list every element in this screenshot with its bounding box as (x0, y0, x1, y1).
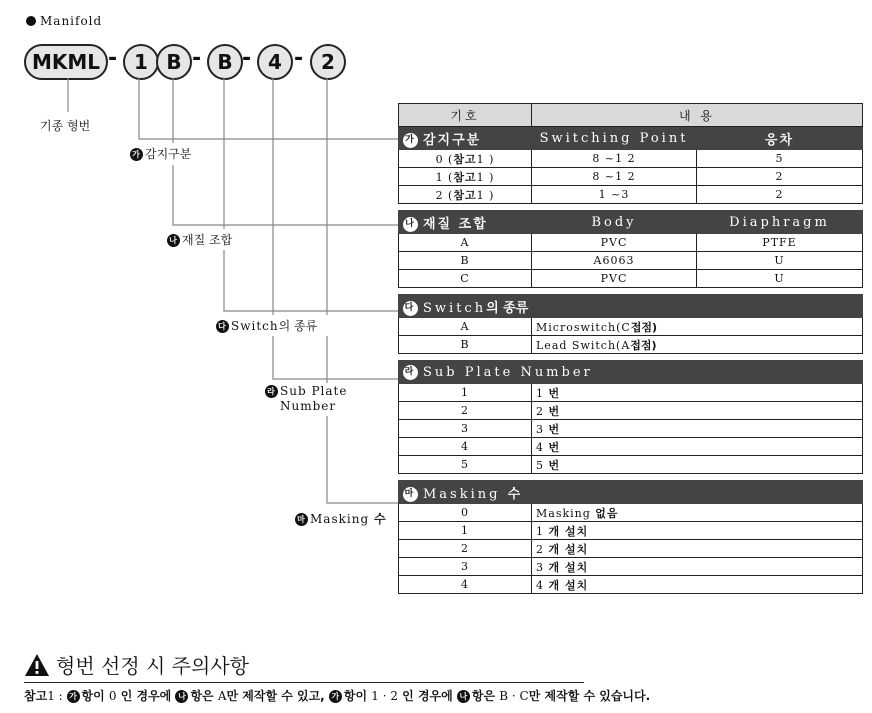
masking-label (295, 510, 386, 527)
subplate-desc (532, 384, 863, 402)
sensing-label (130, 145, 191, 162)
switching-point-value: 8 ~1 2 (532, 150, 697, 168)
table-row (399, 234, 863, 252)
section-subplate-title-text: Sub Plate Number (423, 364, 593, 380)
diaphragm-value: PTFE (697, 234, 863, 252)
note-ref-num: 1 : (47, 689, 63, 703)
sensing-code (399, 168, 532, 186)
masking-desc-a: Masking (536, 506, 591, 520)
code-part: 1 ) (476, 188, 495, 202)
table-row (399, 504, 863, 522)
col-diaphragm: Diaphragm (697, 211, 863, 234)
section-subplate-header (399, 361, 863, 384)
subplate-desc-a: 1 (536, 386, 544, 400)
sensing-code (399, 150, 532, 168)
model-code-series-text: MKML (31, 50, 101, 74)
masking-code: 0 (399, 504, 532, 522)
connector-switch (224, 78, 398, 311)
code-part: 1 ) (476, 170, 495, 184)
note-text: 인 경우에 (398, 689, 457, 703)
code-part: 1 ( (435, 170, 454, 184)
masking-desc-a: 2 (536, 542, 544, 556)
subplate-desc (532, 420, 863, 438)
masking-desc-b: 개 설치 (548, 560, 589, 574)
sensing-code (399, 186, 532, 204)
badge-ga-icon: 가 (403, 133, 418, 148)
section-masking-title (399, 481, 863, 504)
masking-code: 2 (399, 540, 532, 558)
code-part: 0 ( (435, 152, 454, 166)
badge-da-icon: 다 (403, 301, 418, 316)
material-code: A (399, 234, 532, 252)
code-part-ref: 참고 (453, 152, 477, 166)
masking-desc-b: 개 설치 (548, 542, 589, 556)
subplate-label-line1: Sub Plate (280, 384, 348, 398)
diaphragm-value: U (697, 252, 863, 270)
section-masking-title-b: 수 (507, 486, 524, 502)
body-value: PVC (532, 270, 697, 288)
section-material-title-text: 재질 조합 (423, 216, 488, 232)
badge-ra-icon: 라 (403, 365, 418, 380)
subplate-desc (532, 438, 863, 456)
table-row (399, 384, 863, 402)
hysteresis-value: 2 (697, 168, 863, 186)
masking-desc-a: 1 (536, 524, 544, 538)
subplate-desc-b: 번 (548, 440, 561, 454)
badge-ma-icon: 마 (295, 513, 308, 526)
model-code-switch-text: B (217, 50, 233, 74)
masking-desc (532, 558, 863, 576)
section-switch-title-b: 의 종류 (486, 300, 529, 316)
subplate-label (265, 384, 347, 414)
masking-label-text-a: Masking (310, 512, 370, 526)
switch-desc-b: 접점) (630, 320, 658, 334)
model-type-label: 기종 형번 (40, 119, 91, 133)
subplate-desc (532, 402, 863, 420)
code-part-ref: 참고 (453, 188, 477, 202)
material-label (167, 231, 232, 248)
switch-label-text-b: 의 종류 (278, 319, 318, 333)
col-switching-point: Switching Point (532, 127, 697, 150)
switch-label-text-a: Switch (231, 319, 279, 333)
model-code-masking-text: 2 (321, 50, 335, 74)
masking-code: 3 (399, 558, 532, 576)
code-part-ref: 참고 (453, 170, 477, 184)
separator: - (108, 46, 118, 71)
connector-material (173, 78, 398, 225)
subplate-code: 2 (399, 402, 532, 420)
masking-desc (532, 576, 863, 594)
section-masking-header (399, 481, 863, 504)
masking-code: 4 (399, 576, 532, 594)
subplate-code: 3 (399, 420, 532, 438)
caution-heading (24, 650, 249, 679)
note-text: 인 경우에 (116, 689, 176, 703)
hysteresis-value: 2 (697, 186, 863, 204)
note-text: 항은 (190, 689, 218, 703)
table-row (399, 402, 863, 420)
sensing-label-text: 감지구분 (145, 147, 192, 161)
masking-desc-b: 개 설치 (548, 578, 589, 592)
table-row (399, 522, 863, 540)
badge-na-icon: 나 (167, 234, 180, 247)
note-text: 항은 (471, 689, 500, 703)
table-row (399, 540, 863, 558)
masking-desc-a: 3 (536, 560, 544, 574)
switch-code: B (399, 336, 532, 354)
model-code-sensing-text: 1 (134, 50, 148, 74)
badge-ra-icon: 라 (265, 385, 278, 398)
table-row (399, 558, 863, 576)
warning-icon (24, 653, 50, 677)
subplate-desc-a: 2 (536, 404, 544, 418)
section-switch-title (399, 295, 863, 318)
masking-desc-b: 없음 (595, 506, 619, 520)
switch-desc-a: Lead Switch(A (536, 338, 631, 352)
subplate-desc-a: 4 (536, 440, 544, 454)
note-value: 1 · 2 (371, 689, 398, 703)
model-code-material-text: B (166, 50, 182, 74)
badge-da-icon: 다 (216, 320, 229, 333)
masking-code: 1 (399, 522, 532, 540)
hysteresis-value: 5 (697, 150, 863, 168)
section-sensing-title-text: 감지구분 (423, 132, 482, 148)
note-ref: 참고 (24, 689, 48, 703)
note-value: 0 (108, 689, 117, 703)
material-label-text: 재질 조합 (182, 233, 233, 247)
table-row (399, 456, 863, 474)
body-value: PVC (532, 234, 697, 252)
badge-ga-icon: 가 (67, 690, 80, 703)
section-switch-header (399, 295, 863, 318)
body-value: A6063 (532, 252, 697, 270)
col-hysteresis: 응차 (697, 127, 863, 150)
badge-ma-icon: 마 (403, 487, 418, 502)
table-row (399, 150, 863, 168)
switch-desc (532, 318, 863, 336)
caution-note (24, 687, 650, 704)
switch-desc-a: Microswitch(C (536, 320, 631, 334)
masking-desc (532, 504, 863, 522)
caution-divider (24, 682, 584, 683)
note-text: 만 제작할 수 있고, (226, 689, 329, 703)
table-header-row (399, 104, 863, 127)
subplate-desc (532, 456, 863, 474)
badge-na-icon: 나 (457, 690, 470, 703)
subplate-code: 4 (399, 438, 532, 456)
table-row (399, 270, 863, 288)
switch-desc (532, 336, 863, 354)
model-code-subplate-text: 4 (268, 50, 282, 74)
code-part: 1 ) (476, 152, 495, 166)
table-row (399, 168, 863, 186)
table-row (399, 576, 863, 594)
manifold-label: Manifold (40, 14, 103, 28)
switching-point-value: 8 ~1 2 (532, 168, 697, 186)
switching-point-value: 1 ~3 (532, 186, 697, 204)
table-row (399, 438, 863, 456)
note-value: A (217, 689, 227, 703)
note-text: 만 제작할 수 있습니다. (528, 689, 651, 703)
switch-desc-b: 접점) (630, 338, 657, 352)
section-material-title (399, 211, 532, 234)
separator: - (242, 46, 252, 71)
switch-label (216, 317, 317, 334)
subplate-desc-b: 번 (548, 422, 561, 436)
table-row (399, 252, 863, 270)
section-masking-title-a: Masking (423, 486, 501, 502)
material-code: B (399, 252, 532, 270)
subplate-code: 1 (399, 384, 532, 402)
section-switch-title-a: Switch (423, 300, 487, 316)
table-row (399, 318, 863, 336)
table-row (399, 186, 863, 204)
badge-na-icon: 나 (175, 690, 188, 703)
col-body: Body (532, 211, 697, 234)
spec-table (398, 103, 863, 594)
masking-desc (532, 522, 863, 540)
note-value: B · C (499, 689, 529, 703)
table-row (399, 420, 863, 438)
badge-ga-icon: 가 (130, 148, 143, 161)
subplate-desc-b: 번 (548, 404, 561, 418)
connector-masking (327, 78, 398, 503)
subplate-desc-b: 번 (548, 458, 561, 472)
header-code: 기호 (399, 104, 532, 127)
code-part: 2 ( (435, 188, 454, 202)
material-code: C (399, 270, 532, 288)
section-sensing-header (399, 127, 863, 150)
subplate-label-line2: Number (280, 399, 337, 413)
badge-ga-icon: 가 (329, 690, 342, 703)
header-content: 내 용 (532, 104, 863, 127)
note-text: 항이 (81, 689, 109, 703)
connector-sensing (139, 78, 398, 139)
subplate-desc-a: 5 (536, 458, 544, 472)
subplate-code: 5 (399, 456, 532, 474)
section-subplate-title (399, 361, 863, 384)
masking-desc-b: 개 설치 (548, 524, 589, 538)
diaphragm-value: U (697, 270, 863, 288)
masking-desc (532, 540, 863, 558)
caution-title: 형번 선정 시 주의사항 (56, 654, 249, 678)
subplate-desc-b: 번 (548, 386, 561, 400)
section-material-header (399, 211, 863, 234)
masking-desc-a: 4 (536, 578, 544, 592)
section-sensing-title (399, 127, 532, 150)
switch-code: A (399, 318, 532, 336)
masking-label-text-b: 수 (373, 512, 386, 526)
separator: - (294, 46, 304, 71)
subplate-desc-a: 3 (536, 422, 544, 436)
note-text: 항이 (343, 689, 372, 703)
badge-na-icon: 나 (403, 217, 418, 232)
table-row (399, 336, 863, 354)
separator: - (192, 46, 202, 71)
